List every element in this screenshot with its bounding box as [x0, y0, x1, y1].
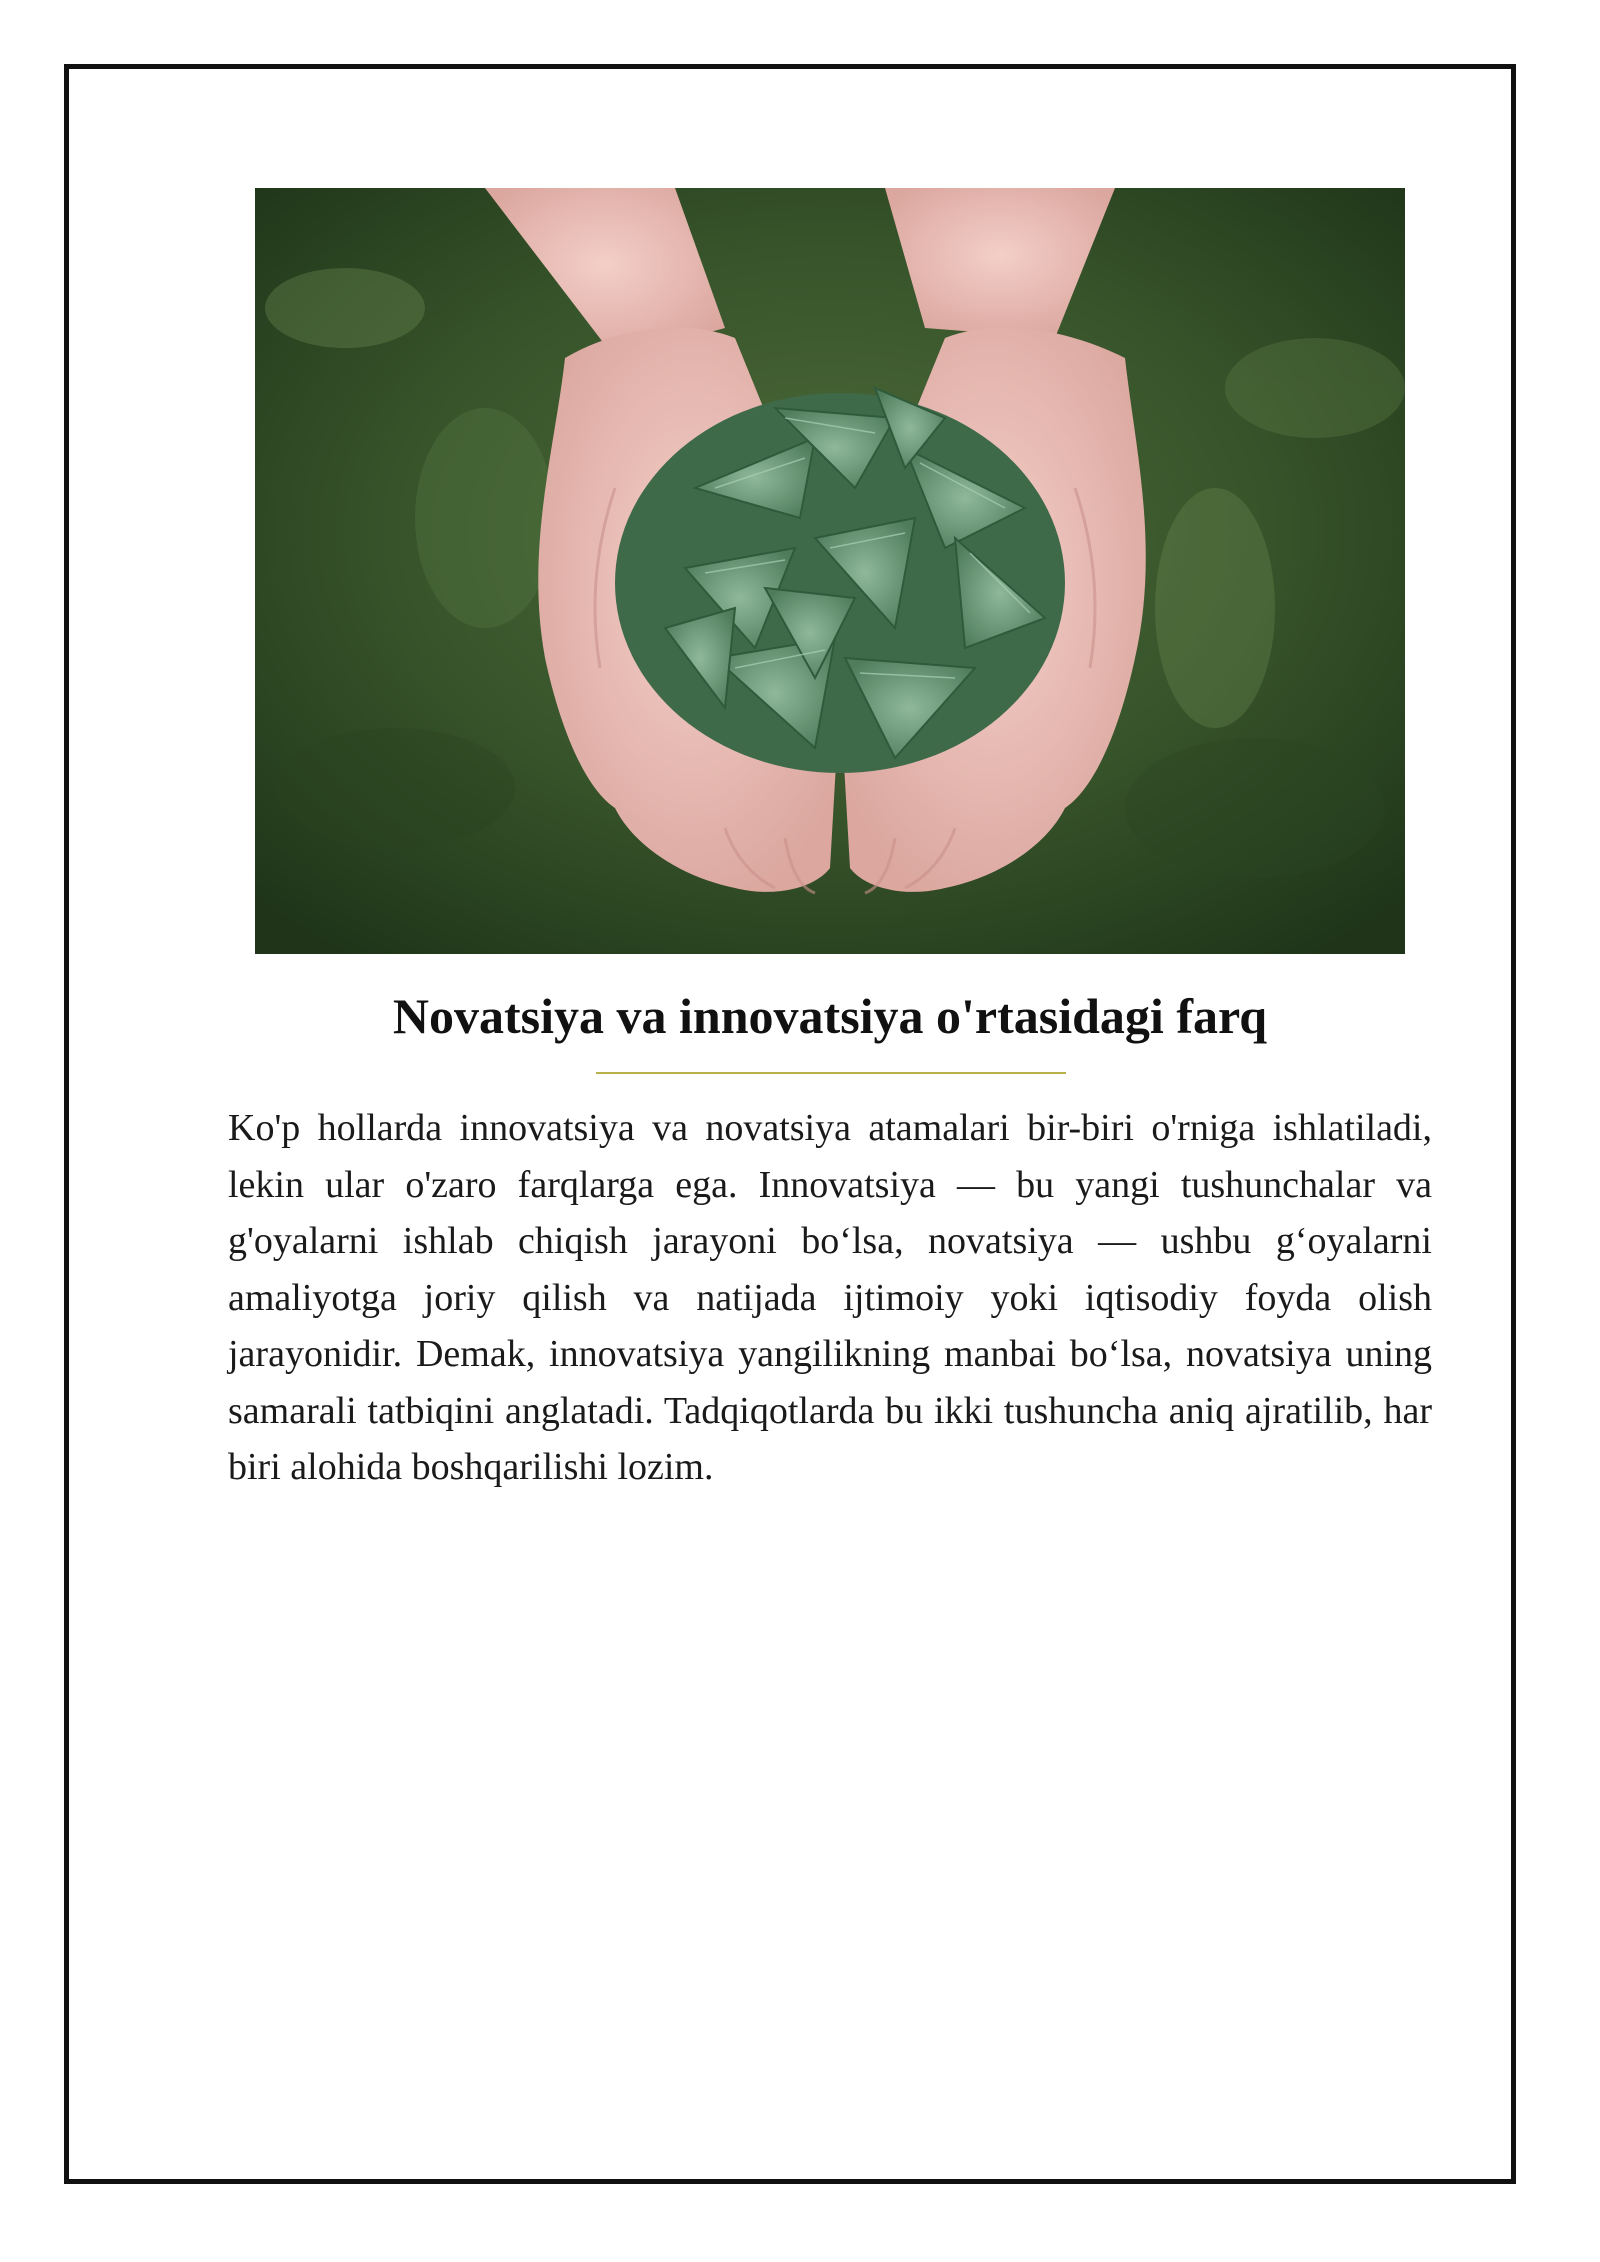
article-body: Ko'p hollarda innovatsiya va novatsiya atamalari bir-biri o'rniga ishlatiladi, lekin ular o'zaro farqlarga ega. Innovatsiya — bu yangi tushunchalar va g'oyalarni ishlab chiqish jarayoni bo‘lsa, novatsiya — ushbu g‘oyalarni amaliyotga joriy qilish va natijada ijtimoiy yoki iqtisodiy foyda olish jarayonidir. Demak, innovatsiya yangilikning manbai bo‘lsa, novatsiya uning samarali tatbiqini anglatadi. Tadqiqotlarda bu ikki tushuncha aniq ajratilib, har biri alohida boshqarilishi lozim.	[228, 1107, 1432, 1488]
article-title: Novatsiya va innovatsiya o'rtasidagi farq	[392, 988, 1268, 1044]
title-divider	[596, 1072, 1066, 1074]
hands-holding-pine-sprouts-photo	[255, 188, 1405, 954]
photo-illustration	[255, 188, 1405, 954]
